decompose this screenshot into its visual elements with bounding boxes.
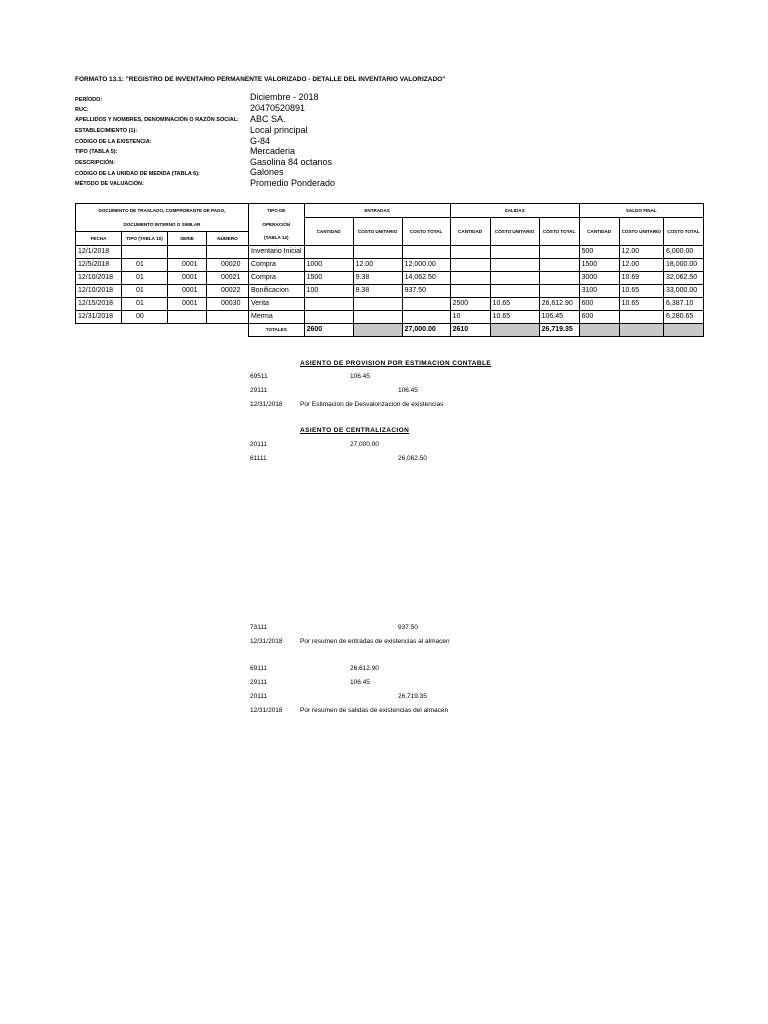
header-cantidad: CANTIDAD	[579, 218, 619, 246]
total-shaded-cell	[490, 323, 539, 336]
cell-serie: 0001	[168, 284, 207, 297]
header-costo-unitario: COSTO UNITARIO	[490, 218, 539, 246]
cell-salida-ct	[539, 258, 579, 271]
header-value: Gasolina 84 octanos	[250, 157, 333, 167]
header-numero: NÚMERO	[207, 231, 249, 245]
cell-salida-cantidad: 2500	[450, 297, 490, 310]
table-row	[76, 297, 704, 310]
header-costo-unitario: COSTO UNITARIO	[619, 218, 663, 246]
header-documento: DOCUMENTO DE TRASLADO, COMPROBANTE DE PAGO,	[76, 204, 249, 218]
header-value: Local principal	[250, 125, 308, 135]
header-value: 20470520891	[250, 103, 306, 113]
cell-entrada-cu	[353, 245, 402, 258]
table-row	[76, 258, 704, 271]
totals-label: TOTALES	[249, 323, 305, 336]
header-label: PERÍODO:	[75, 97, 103, 103]
cell-fecha: 12/1/2018	[76, 245, 122, 258]
header-tipo: TIPO (TABLA 10)	[122, 231, 168, 245]
cell-saldo-ct: 33,000.00	[663, 284, 703, 297]
header-value: Diciembre - 2018	[250, 92, 319, 102]
header-value: Mercaderia	[250, 146, 296, 156]
journal-debe: 27,000.00	[350, 441, 379, 448]
cell-entrada-cantidad: 100	[304, 284, 353, 297]
cell-salida-ct: 106.45	[539, 310, 579, 323]
journal-account: 20111	[250, 441, 268, 448]
cell-entrada-ct: 12,000.00	[402, 258, 450, 271]
header-label: ESTABLECIMIENTO (1):	[75, 128, 138, 134]
cell-numero: 00030	[207, 297, 249, 310]
header-costo-total: COSTO TOTAL	[402, 218, 450, 246]
journal-account: 69511	[250, 373, 268, 380]
cell-salida-ct	[539, 271, 579, 284]
cell-saldo-ct: 6,387.10	[663, 297, 703, 310]
cell-tipo: 01	[122, 271, 168, 284]
cell-entrada-ct	[402, 310, 450, 323]
journal-description: Por resumen de entradas de existencias al almacen	[300, 638, 450, 645]
cell-salida-ct	[539, 284, 579, 297]
cell-salida-cu: 10.65	[490, 297, 539, 310]
journal-haber: 106.45	[398, 387, 418, 394]
total-shaded-cell	[663, 323, 703, 336]
header-operacion: OPERACIÓN	[249, 218, 305, 232]
cell-salida-cu	[490, 284, 539, 297]
header-label: MÉTODO DE VALUACIÓN:	[75, 181, 144, 187]
cell-entrada-cu	[353, 310, 402, 323]
cell-numero: 00021	[207, 271, 249, 284]
table-row	[76, 284, 704, 297]
cell-tipo	[122, 245, 168, 258]
cell-entrada-cantidad	[304, 245, 353, 258]
cell-entrada-ct	[402, 245, 450, 258]
cell-numero: 00020	[207, 258, 249, 271]
cell-saldo-cu: 10.69	[619, 271, 663, 284]
cell-entrada-ct: 937.50	[402, 284, 450, 297]
journal-account: 20111	[250, 693, 268, 700]
journal-title-centralizacion: ASIENTO DE CENTRALIZACION	[300, 427, 410, 434]
header-label: TIPO (TABLA 5):	[75, 149, 118, 155]
cell-salida-cantidad	[450, 258, 490, 271]
cell-entrada-cu	[353, 297, 402, 310]
table-row	[76, 271, 704, 284]
cell-entrada-cantidad: 1000	[304, 258, 353, 271]
journal-account: 61111	[250, 455, 267, 462]
total-shaded-cell	[579, 323, 619, 336]
cell-salida-cu	[490, 258, 539, 271]
header-tipo-operacion: TIPO DE	[249, 204, 305, 218]
cell-serie	[168, 310, 207, 323]
cell-operacion: Bonificacion	[249, 284, 305, 297]
header-label: DESCRIPCIÓN:	[75, 160, 116, 166]
cell-saldo-cantidad: 600	[579, 310, 619, 323]
total-salidas-costo: 26,719.35	[539, 323, 579, 336]
cell-entrada-cu: 9.38	[353, 271, 402, 284]
header-value: Promedio Ponderado	[250, 178, 336, 188]
cell-saldo-cantidad: 600	[579, 297, 619, 310]
cell-operacion: Venta	[249, 297, 305, 310]
cell-salida-cantidad	[450, 245, 490, 258]
header-value: ABC SA.	[250, 114, 286, 124]
cell-saldo-cu: 10.65	[619, 297, 663, 310]
table-row	[76, 310, 704, 323]
cell-salida-cu: 10.65	[490, 310, 539, 323]
journal-haber: 26,719.35	[398, 693, 427, 700]
header-cantidad: CANTIDAD	[304, 218, 353, 246]
cell-fecha: 12/5/2018	[76, 258, 122, 271]
total-salidas-cantidad: 2610	[450, 323, 490, 336]
journal-debe: 106.45	[350, 373, 370, 380]
header-documento-2: DOCUMENTO INTERNO O SIMILAR	[76, 218, 249, 232]
cell-serie: 0001	[168, 258, 207, 271]
header-label: CÓDIGO DE LA EXISTENCIA:	[75, 139, 152, 145]
journal-haber: 937.50	[398, 624, 418, 631]
cell-saldo-cu: 10.65	[619, 284, 663, 297]
header-costo-unitario: COSTO UNITARIO	[353, 218, 402, 246]
journal-title-provision: ASIENTO DE PROVISION POR ESTIMACION CONTABLE	[300, 360, 492, 367]
cell-salida-cantidad	[450, 271, 490, 284]
cell-salida-ct: 26,612.90	[539, 297, 579, 310]
header-label: APELLIDOS Y NOMBRES, DENOMINACIÓN O RAZÓN SOCIAL:	[75, 117, 239, 123]
header-label: CÓDIGO DE LA UNIDAD DE MEDIDA (TABLA 6):	[75, 171, 200, 177]
header-salidas: SALIDAS	[450, 204, 579, 218]
cell-operacion: Merma	[249, 310, 305, 323]
cell-operacion: Compra	[249, 258, 305, 271]
inventory-table	[75, 203, 704, 337]
cell-entrada-ct: 14,062.50	[402, 271, 450, 284]
cell-fecha: 12/15/2018	[76, 297, 122, 310]
cell-saldo-ct: 6,000.00	[663, 245, 703, 258]
cell-saldo-ct: 18,000.00	[663, 258, 703, 271]
cell-entrada-cu: 9.38	[353, 284, 402, 297]
cell-saldo-ct: 6,280.65	[663, 310, 703, 323]
header-tabla-12: (TABLA 12)	[249, 231, 305, 245]
header-costo-total: COSTO TOTAL	[539, 218, 579, 246]
cell-fecha: 12/10/2018	[76, 284, 122, 297]
header-cantidad: CANTIDAD	[450, 218, 490, 246]
cell-tipo: 01	[122, 258, 168, 271]
cell-fecha: 12/10/2018	[76, 271, 122, 284]
cell-operacion: Inventario Inicial	[249, 245, 305, 258]
journal-account: 29111	[250, 387, 268, 394]
cell-saldo-cantidad: 1500	[579, 258, 619, 271]
cell-numero	[207, 245, 249, 258]
header-value: Galones	[250, 167, 284, 177]
cell-salida-ct	[539, 245, 579, 258]
cell-entrada-cu: 12.00	[353, 258, 402, 271]
cell-saldo-cu: 12.00	[619, 258, 663, 271]
cell-salida-cantidad: 10	[450, 310, 490, 323]
cell-saldo-cantidad: 500	[579, 245, 619, 258]
totals-row	[76, 323, 704, 336]
header-label: RUC:	[75, 107, 89, 113]
journal-description: Por Estimacion de Desvalorizacion de existencias	[300, 401, 444, 408]
cell-serie: 0001	[168, 297, 207, 310]
cell-tipo: 01	[122, 297, 168, 310]
cell-numero: 00022	[207, 284, 249, 297]
cell-saldo-cantidad: 3100	[579, 284, 619, 297]
journal-date: 12/31/2018	[250, 638, 283, 645]
cell-saldo-cu	[619, 310, 663, 323]
header-fecha: FECHA	[76, 231, 122, 245]
cell-salida-cantidad	[450, 284, 490, 297]
journal-date: 12/31/2018	[250, 401, 283, 408]
header-serie: SERIE	[168, 231, 207, 245]
cell-operacion: Compra	[249, 271, 305, 284]
cell-entrada-cantidad	[304, 297, 353, 310]
cell-entrada-cantidad	[304, 310, 353, 323]
table-row	[76, 245, 704, 258]
cell-saldo-cu: 12.00	[619, 245, 663, 258]
journal-debe: 26,612.90	[350, 665, 379, 672]
cell-salida-cu	[490, 271, 539, 284]
journal-haber: 26,062.50	[398, 455, 427, 462]
cell-saldo-cantidad: 3000	[579, 271, 619, 284]
total-entradas-costo: 27,000.00	[402, 323, 450, 336]
journal-account: 73111	[250, 624, 268, 631]
cell-tipo: 00	[122, 310, 168, 323]
header-saldo-final: SALDO FINAL	[579, 204, 703, 218]
total-shaded-cell	[619, 323, 663, 336]
journal-date: 12/31/2018	[250, 707, 283, 714]
report-title: FORMATO 13.1: "REGISTRO DE INVENTARIO PERMANENTE VALORIZADO - DETALLE DEL INVENTARIO VALORIZADO"	[75, 76, 446, 83]
cell-entrada-ct	[402, 297, 450, 310]
journal-account: 29111	[250, 679, 268, 686]
header-value: G-84	[250, 136, 271, 146]
header-entradas: ENTRADAS	[304, 204, 450, 218]
journal-description: Por resumen de salidas de existencias del almacen	[300, 707, 449, 714]
journal-account: 69111	[250, 665, 268, 672]
cell-serie	[168, 245, 207, 258]
cell-entrada-cantidad: 1500	[304, 271, 353, 284]
cell-tipo: 01	[122, 284, 168, 297]
journal-debe: 106.45	[350, 679, 370, 686]
cell-saldo-ct: 32,062.50	[663, 271, 703, 284]
header-costo-total: COSTO TOTAL	[663, 218, 703, 246]
cell-fecha: 12/31/2018	[76, 310, 122, 323]
cell-salida-cu	[490, 245, 539, 258]
cell-serie: 0001	[168, 271, 207, 284]
total-shaded-cell	[353, 323, 402, 336]
total-entradas-cantidad: 2600	[304, 323, 353, 336]
cell-numero	[207, 310, 249, 323]
